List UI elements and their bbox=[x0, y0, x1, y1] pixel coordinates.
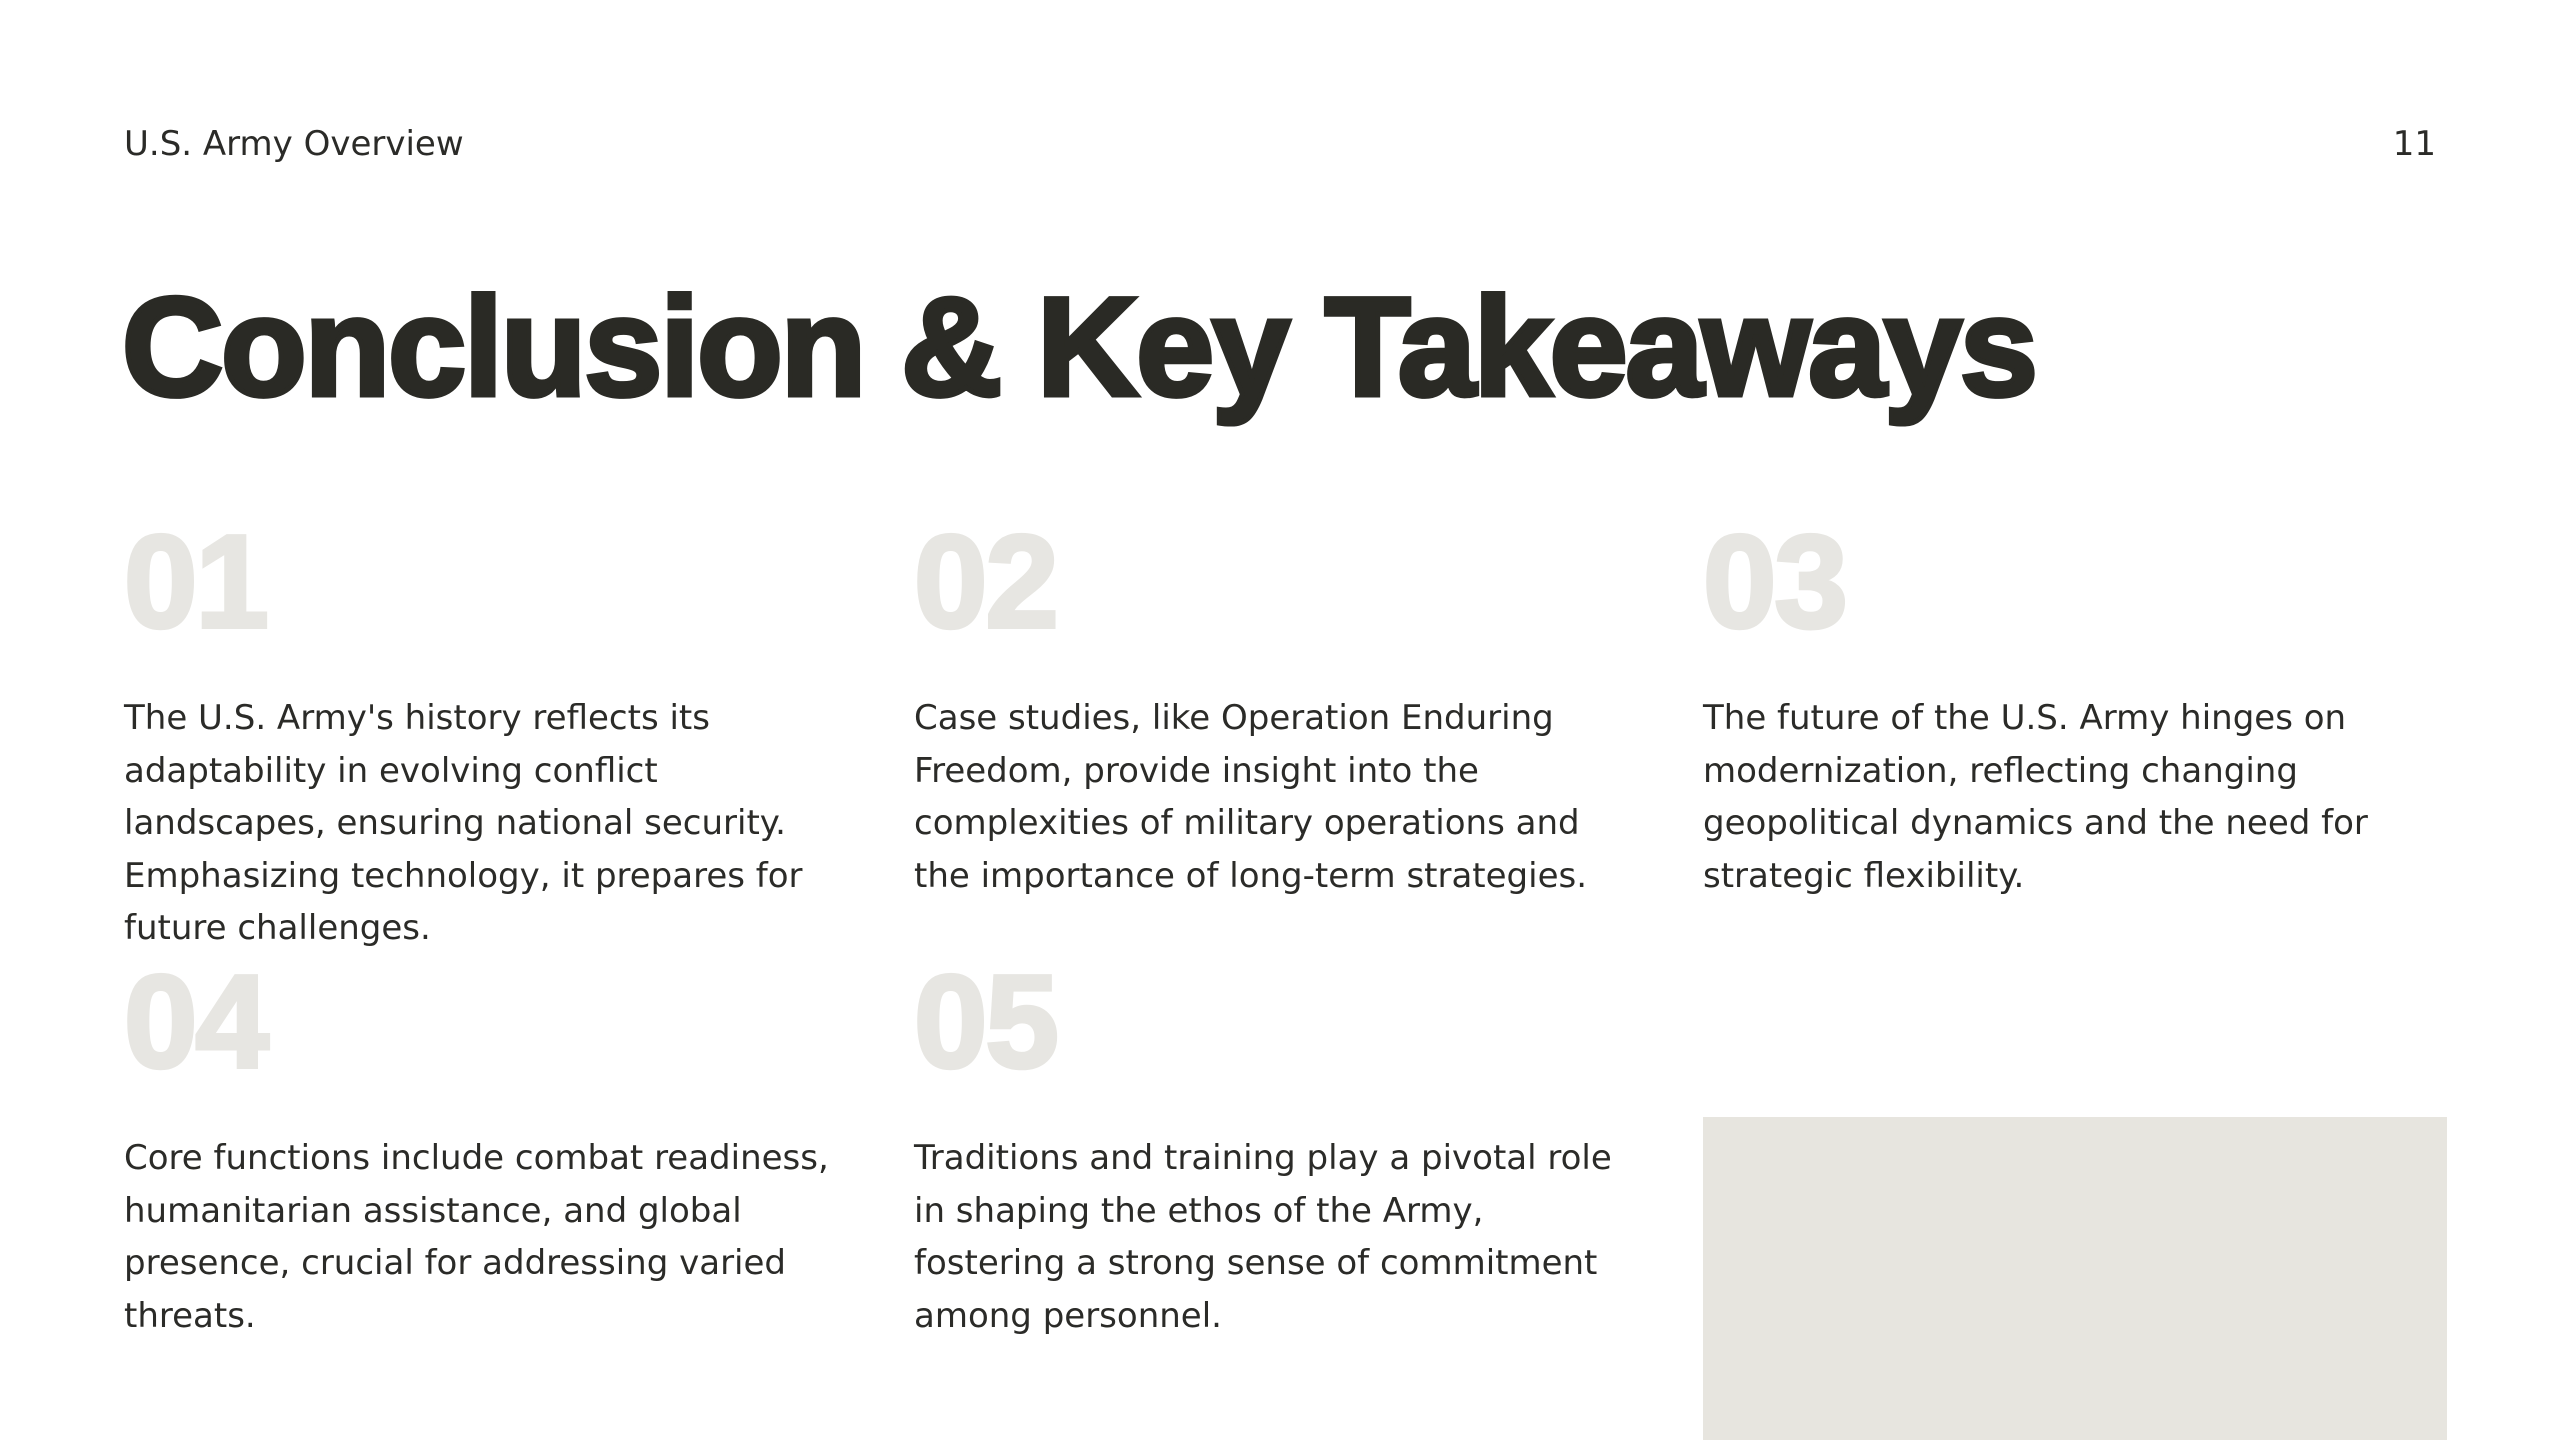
slide-title: Conclusion & Key Takeaways bbox=[122, 268, 2036, 425]
takeaway-text: The future of the U.S. Army hinges on modernization, reflecting changing geopolitical dynamics and the need for strategic flexibility. bbox=[1703, 698, 2368, 896]
takeaway-number: 04 bbox=[124, 948, 267, 1095]
image-placeholder bbox=[1703, 1117, 2447, 1440]
takeaway-number: 01 bbox=[124, 508, 267, 655]
takeaway-item-2 bbox=[914, 508, 1654, 902]
takeaway-item-1 bbox=[124, 508, 864, 955]
takeaway-number: 02 bbox=[914, 508, 1057, 655]
takeaway-number: 05 bbox=[914, 948, 1057, 1095]
section-title: U.S. Army Overview bbox=[124, 124, 464, 164]
takeaway-text: Case studies, like Operation Enduring Freedom, provide insight into the complexities of military operations and the importance of long-term strategies. bbox=[914, 698, 1588, 896]
takeaway-item-3 bbox=[1703, 508, 2443, 902]
takeaway-number: 03 bbox=[1703, 508, 1846, 655]
takeaway-text: Core functions include combat readiness, humanitarian assistance, and global presence, crucial for addressing varied threats. bbox=[124, 1138, 829, 1336]
takeaway-text: Traditions and training play a pivotal role in shaping the ethos of the Army, fostering a strong sense of commitment among personnel. bbox=[914, 1138, 1612, 1336]
page-number: 11 bbox=[2392, 124, 2436, 164]
takeaway-text: The U.S. Army's history reflects its adaptability in evolving conflict landscapes, ensuring national security. Emphasizing technology, it prepares for future challenges. bbox=[124, 698, 803, 948]
takeaway-item-4 bbox=[124, 948, 864, 1342]
takeaway-item-5 bbox=[914, 948, 1654, 1342]
